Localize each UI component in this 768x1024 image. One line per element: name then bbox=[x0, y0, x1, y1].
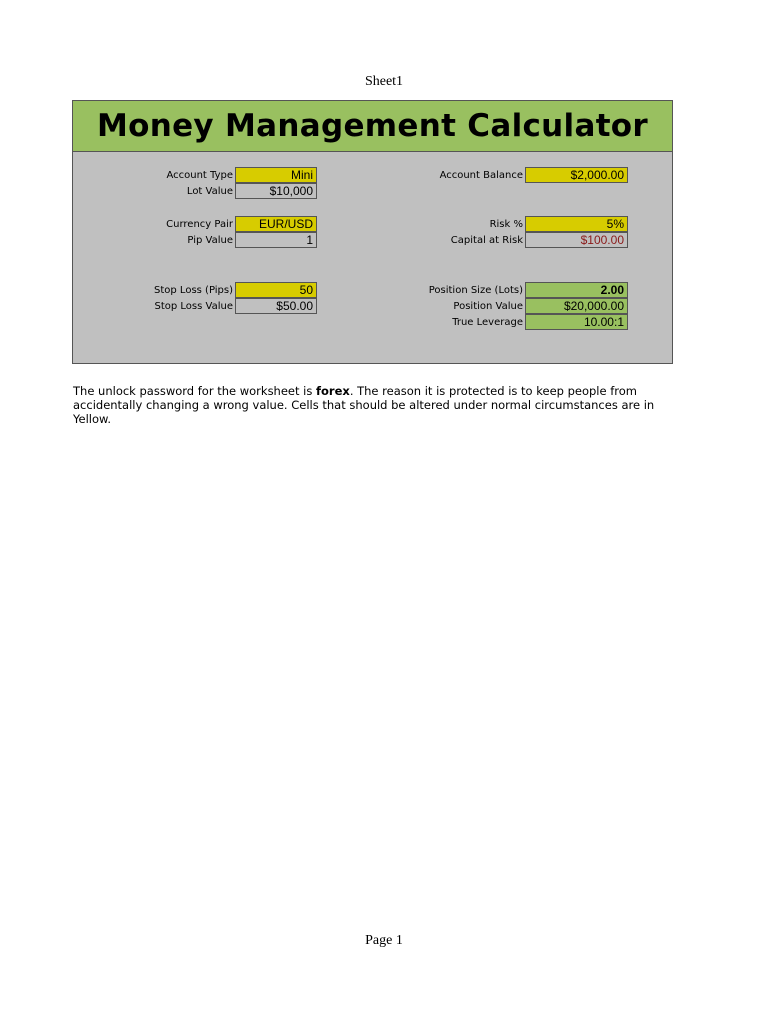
position-value-row bbox=[403, 298, 628, 314]
account-balance-label: Account Balance bbox=[439, 169, 523, 181]
pip-value-cell: 1 bbox=[235, 232, 317, 248]
account-balance-row bbox=[403, 167, 628, 183]
position-size-label: Position Size (Lots) bbox=[428, 284, 523, 296]
note-password: forex bbox=[316, 384, 350, 398]
sheet-name: Sheet1 bbox=[364, 74, 404, 89]
lot-value-label: Lot Value bbox=[186, 185, 233, 197]
stop-loss-value-cell: $50.00 bbox=[235, 298, 317, 314]
currency-pair-cell[interactable]: EUR/USD bbox=[235, 216, 317, 232]
capital-at-risk-cell: $100.00 bbox=[525, 232, 628, 248]
stop-loss-pips-label: Stop Loss (Pips) bbox=[154, 284, 233, 296]
capital-at-risk-row bbox=[403, 232, 628, 248]
position-value-label: Position Value bbox=[453, 300, 523, 312]
risk-percent-row bbox=[403, 216, 628, 232]
true-leverage-label: True Leverage bbox=[452, 316, 523, 328]
account-type-row bbox=[133, 167, 317, 183]
pip-value-label: Pip Value bbox=[187, 234, 233, 246]
position-value-cell: $20,000.00 bbox=[525, 298, 628, 314]
note-rest: . The reason it is protected is to keep people from accidentally changing a wrong value. Cells that should be altered under normal circumstances are in Yellow. bbox=[73, 384, 655, 426]
stop-loss-pips-row bbox=[133, 282, 317, 298]
account-type-cell[interactable]: Mini bbox=[235, 167, 317, 183]
note-intro: The unlock password for the worksheet is bbox=[73, 384, 317, 398]
stop-loss-value-label: Stop Loss Value bbox=[154, 300, 233, 312]
currency-pair-row bbox=[133, 216, 317, 232]
account-balance-cell[interactable]: $2,000.00 bbox=[525, 167, 628, 183]
position-size-cell: 2.00 bbox=[525, 282, 628, 298]
true-leverage-cell: 10.00:1 bbox=[525, 314, 628, 330]
stop-loss-pips-cell[interactable]: 50 bbox=[235, 282, 317, 298]
risk-percent-cell[interactable]: 5% bbox=[525, 216, 628, 232]
position-size-row bbox=[403, 282, 628, 298]
risk-percent-label: Risk % bbox=[489, 218, 523, 230]
lot-value-cell: $10,000 bbox=[235, 183, 317, 199]
page-number: Page 1 bbox=[365, 933, 403, 948]
money-management-calculator bbox=[72, 100, 673, 364]
calculator-title: Money Management Calculator bbox=[73, 101, 672, 152]
worksheet-note bbox=[73, 384, 673, 426]
stop-loss-value-row bbox=[133, 298, 317, 314]
currency-pair-label: Currency Pair bbox=[166, 218, 233, 230]
capital-at-risk-label: Capital at Risk bbox=[450, 234, 523, 246]
true-leverage-row bbox=[403, 314, 628, 330]
pip-value-row bbox=[133, 232, 317, 248]
account-type-label: Account Type bbox=[166, 169, 233, 181]
lot-value-row bbox=[133, 183, 317, 199]
